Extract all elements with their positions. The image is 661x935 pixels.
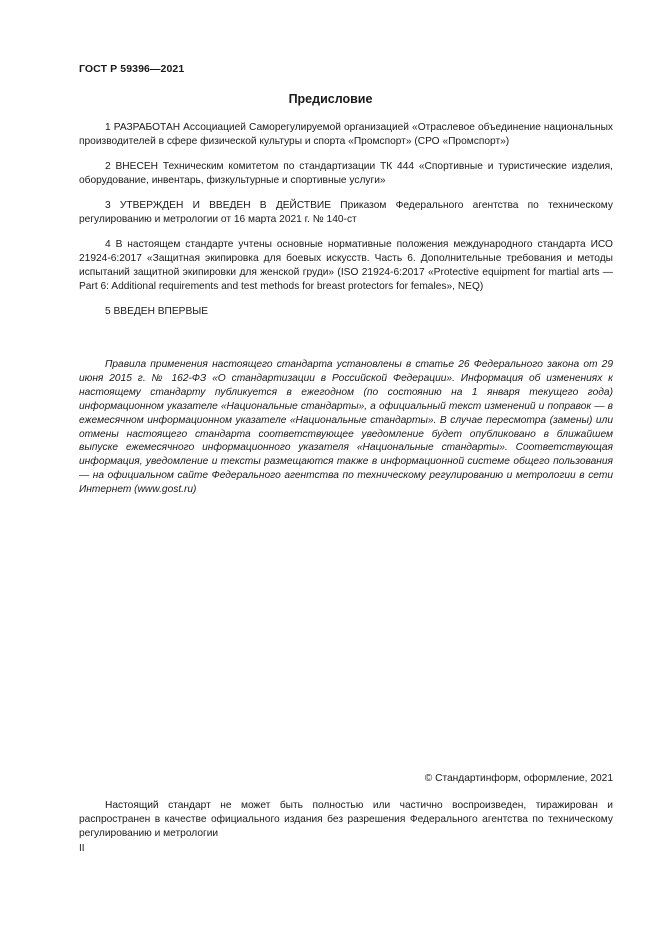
foreword-item-4-text: 4 В настоящем стандарте учтены основные нормативные положения международного стандарта ИСО 21924-6:2017 «Защитная экипировка для боевых искусств. Часть 6. Дополнительные требования и методы испытаний защитной экипировки для женской груди» (ISO 21924-6:2017 «Protective equipment for martial arts — Part 6: Additional requirements and test methods for breast protectors for females», NEQ) — [79, 239, 613, 292]
copyright-line: © Стандартинформ, оформление, 2021 — [424, 773, 613, 784]
foreword-title: Предисловие — [288, 92, 373, 106]
foreword-item-2 — [79, 160, 613, 188]
notice-text: Правила применения настоящего стандарта установлены в статье 26 Федерального закона от 29 июня 2015 г. № 162-ФЗ «О стандартизации в Российской Федерации». Информация об изменениях к настоящему стандарту публикуется в ежегодном (по состоянию на 1 января текущего года) информационном указателе «Национальные стандарты», а официальный текст изменений и поправок — в ежемесячном информационном указателе «Национальные стандарты». В случае пересмотра (замены) или отмены настоящего стандарта соответствующее уведомление будет опубликовано в ближайшем выпуске ежемесячного информационного указателя «Национальные стандарты». Соответствующая информация, уведомление и тексты размещаются также в информационной системе общего пользования — на официальном сайте Федерального агентства по техническому регулированию и метрологии в сети Интернет (www.gost.ru) — [79, 359, 613, 496]
foreword-item-2-text: 2 ВНЕСЕН Техническим комитетом по стандартизации ТК 444 «Спортивные и туристические изделия, оборудование, инвентарь, физкультурные и спортивные услуги» — [79, 161, 613, 186]
document-code: ГОСТ Р 59396—2021 — [79, 63, 185, 75]
foreword-item-5-text: 5 ВВЕДЕН ВПЕРВЫЕ — [105, 306, 209, 317]
reproduction-notice — [79, 799, 613, 841]
reproduction-text: Настоящий стандарт не может быть полностью или частично воспроизведен, тиражирован и распространен в качестве официального издания без разрешения Федерального агентства по техническому регулированию и метрологии — [79, 800, 613, 839]
foreword-item-4 — [79, 238, 613, 294]
foreword-item-3-text: 3 УТВЕРЖДЕН И ВВЕДЕН В ДЕЙСТВИЕ Приказом Федерального агентства по техническому регулированию и метрологии от 16 марта 2021 г. № 140-ст — [79, 200, 613, 225]
page-number: II — [79, 843, 85, 854]
foreword-item-1 — [79, 121, 613, 149]
foreword-item-3 — [79, 199, 613, 227]
standard-application-notice — [79, 358, 613, 497]
foreword-item-1-text: 1 РАЗРАБОТАН Ассоциацией Саморегулируемой организацией «Отраслевое объединение национальных производителей в сфере физической культуры и спорта «Промспорт» (СРО «Промспорт») — [79, 122, 613, 147]
foreword-item-5 — [79, 305, 613, 319]
